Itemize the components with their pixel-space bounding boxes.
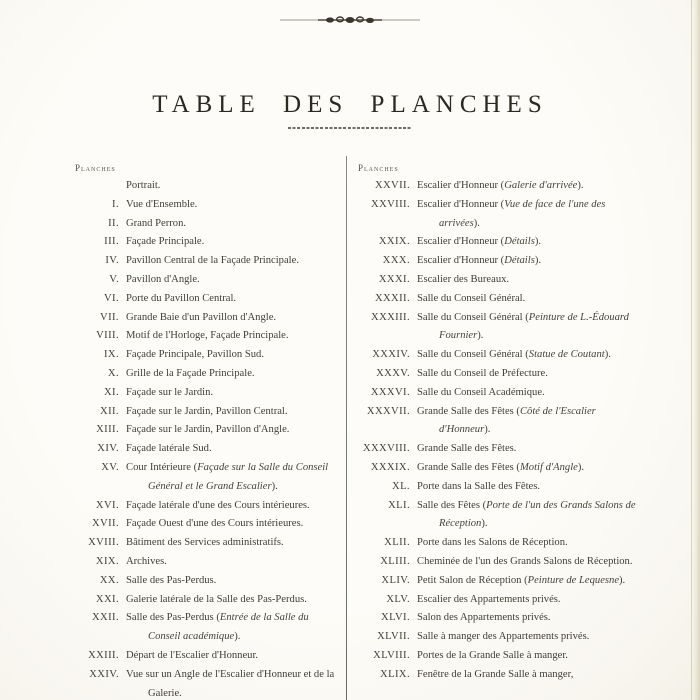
plate-title: Grande Salle des Fêtes (Motif d'Angle). (417, 461, 585, 473)
plate-number: XLIV. (381, 574, 410, 586)
plate-number: XXVIII. (371, 198, 410, 210)
plate-entry (75, 440, 341, 459)
plate-number: XXI. (95, 593, 119, 605)
plate-note-italic: Entrée de la Salle du Conseil académique (148, 612, 309, 643)
plate-title: Salle à manger des Appartements privés. (417, 631, 590, 643)
plate-entry (75, 572, 341, 591)
plate-entry (358, 252, 639, 271)
plate-entry (358, 459, 639, 478)
plate-entry (75, 666, 341, 700)
plate-note-italic: Peinture de L.-Édouard Fournier (439, 311, 629, 342)
plate-number: XXIII. (88, 649, 119, 661)
plate-title: Vue d'Ensemble. (126, 198, 198, 210)
plate-title: Grande Salle des Fêtes (Côté de l'Escalier d'Honneur). (417, 405, 596, 436)
plate-number: XII. (100, 405, 119, 417)
plate-number: V. (109, 273, 119, 285)
plate-entry (75, 215, 341, 234)
plate-entry (358, 346, 639, 365)
plate-entry (75, 290, 341, 309)
plate-title: Façade Principale, Pavillon Sud. (126, 349, 264, 361)
plate-entry (358, 290, 639, 309)
plate-title: Escalier des Bureaux. (417, 273, 510, 285)
plate-number: XXXIV. (372, 349, 410, 361)
plate-number: XVI. (95, 499, 119, 511)
plate-entry (358, 647, 639, 666)
plate-title: Façade latérale Sud. (126, 443, 212, 455)
plate-title: Archives. (126, 555, 167, 567)
plate-entry (358, 196, 639, 234)
plate-title: Escalier d'Honneur (Détails). (417, 236, 542, 248)
plate-title: Fenêtre de la Grande Salle à manger, (417, 668, 574, 680)
plate-title: Salle du Conseil Académique. (417, 386, 545, 398)
plate-title: Façade latérale d'une des Cours intérieures. (126, 499, 310, 511)
plate-title: Escalier d'Honneur (Galerie d'arrivée). (417, 180, 584, 191)
plate-note-italic: Statue de Coutant (528, 349, 605, 361)
plate-entry (75, 421, 341, 440)
plate-entry (75, 515, 341, 534)
plate-column-left (75, 163, 341, 700)
plate-number: XVII. (91, 518, 119, 530)
plate-title: Porte dans la Salle des Fêtes. (417, 480, 540, 492)
plate-title: Petit Salon de Réception (Peinture de Lequesne). (417, 574, 626, 586)
plate-number: XLIX. (380, 668, 410, 680)
plate-entry (358, 403, 639, 441)
plate-entry (358, 271, 639, 290)
plate-title: Vue sur un Angle de l'Escalier d'Honneur et de la Galerie. (126, 668, 335, 699)
plate-entry (75, 252, 341, 271)
plate-number: XXXV. (376, 367, 410, 379)
plate-entry (358, 534, 639, 553)
plate-note-italic: Peinture de Lequesne (527, 574, 620, 586)
plate-number: XV. (101, 461, 119, 473)
plate-number: XXII. (91, 612, 119, 624)
chain-rule-ornament-icon (280, 13, 420, 27)
plate-title: Salle des Fêtes (Porte de l'un des Grands Salons de Réception). (417, 499, 636, 530)
plate-entry (358, 628, 639, 647)
plate-entry (75, 196, 341, 215)
plate-number: XXX. (382, 255, 410, 267)
plate-entry (358, 497, 639, 535)
plate-entry (75, 365, 341, 384)
plate-number: XL. (392, 480, 410, 492)
column-header-right: Planches (358, 163, 399, 173)
plate-entry (75, 271, 341, 290)
plate-number: XVIII. (88, 537, 119, 549)
plate-note-italic: Galerie d'arrivée (504, 180, 578, 191)
plate-entry (358, 666, 639, 685)
plate-number: XXXIX. (370, 461, 410, 473)
plate-number: XXXIII. (371, 311, 410, 323)
column-header-left: Planches (75, 163, 116, 173)
plate-title: Salon des Appartements privés. (417, 612, 551, 624)
plate-title: Grand Perron. (126, 217, 187, 229)
plate-title: Pavillon Central de la Façade Principale. (126, 255, 299, 267)
plate-title: Escalier des Appartements privés. (417, 593, 561, 605)
plate-title: Portes de la Grande Salle à manger. (417, 649, 568, 661)
plate-title: Départ de l'Escalier d'Honneur. (126, 649, 259, 661)
plate-entry (75, 459, 341, 497)
plate-entry (75, 346, 341, 365)
plate-entry (75, 327, 341, 346)
plate-title: Façade Principale. (126, 236, 205, 248)
plate-title: Porte du Pavillon Central. (126, 292, 237, 304)
plate-title: Escalier d'Honneur (Vue de face de l'une des arrivées). (417, 198, 606, 229)
plate-note-italic: Motif d'Angle (519, 461, 578, 473)
plate-title: Salle du Conseil Général (Statue de Coutant). (417, 349, 611, 361)
column-divider (346, 156, 347, 700)
plate-number: III. (104, 236, 119, 248)
plate-entry (358, 384, 639, 403)
plate-entries-left (75, 177, 341, 700)
plate-entry (75, 609, 341, 647)
plate-note-italic: Détails (504, 255, 535, 267)
plate-entry (358, 365, 639, 384)
plate-number: X. (107, 367, 119, 379)
plate-title: Bâtiment des Services administratifs. (126, 537, 284, 549)
plate-number: XLV. (386, 593, 410, 605)
plate-note-italic: Façade sur la Salle du Conseil Général et le Grand Escalier (148, 461, 329, 492)
plate-entry (75, 591, 341, 610)
plate-entry (75, 309, 341, 328)
plate-number: IX. (103, 349, 119, 361)
plate-number: VIII. (96, 330, 119, 342)
plate-number (75, 177, 126, 196)
plate-number: XLVII. (377, 631, 410, 643)
plate-number: XXXI. (378, 273, 410, 285)
plate-title: Façade sur le Jardin, Pavillon Central. (126, 405, 288, 417)
plate-note-italic: Détails (504, 236, 535, 248)
plate-number: XIX. (95, 555, 119, 567)
plate-number: XI. (103, 386, 119, 398)
plate-entries-right (358, 177, 639, 685)
dotted-rule (288, 127, 412, 129)
plate-number: XXIV. (89, 668, 119, 680)
plate-entry (358, 553, 639, 572)
plate-entry (358, 233, 639, 252)
plate-note-italic: Vue de face de l'une des arrivées (439, 198, 606, 229)
plate-entry (75, 553, 341, 572)
plate-title: Pavillon d'Angle. (126, 273, 200, 285)
plate-title: Salle des Pas-Perdus. (126, 574, 217, 586)
plate-entry (75, 177, 341, 196)
plate-title: Salle des Pas-Perdus (Entrée de la Salle du Conseil académique). (126, 612, 309, 643)
plate-entry (75, 647, 341, 666)
plate-number: XXXVIII. (362, 443, 410, 455)
plate-number: XIII. (96, 424, 119, 436)
plate-entry (358, 572, 639, 591)
plate-number: XX. (99, 574, 119, 586)
plate-entry (358, 177, 639, 196)
plate-number: XIV. (97, 443, 119, 455)
plate-title: Façade Ouest d'une des Cours intérieures. (126, 518, 304, 530)
plate-title: Salle du Conseil Général. (417, 292, 526, 304)
plate-title: Porte dans les Salons de Réception. (417, 537, 568, 549)
plate-title: Salle du Conseil de Préfecture. (417, 367, 548, 379)
plate-number: XXXII. (374, 292, 410, 304)
plate-number: XLI. (388, 499, 410, 511)
plate-number: XXIX. (378, 236, 410, 248)
plate-title: Cheminée de l'un des Grands Salons de Réception. (417, 555, 633, 567)
plate-number: XXXVII. (366, 405, 410, 417)
plate-number: IV. (105, 255, 119, 267)
plate-entry (75, 534, 341, 553)
plate-number: XLII. (384, 537, 410, 549)
plate-title: Façade sur le Jardin, Pavillon d'Angle. (126, 424, 290, 436)
plate-number: XLIII. (380, 555, 410, 567)
plate-entry (358, 309, 639, 347)
plate-number: II. (108, 217, 119, 229)
plate-title: Galerie latérale de la Salle des Pas-Perdus. (126, 593, 307, 605)
plate-number: XLVIII. (373, 649, 410, 661)
plate-title: Façade sur le Jardin. (126, 386, 214, 398)
plate-column-right (358, 163, 639, 685)
plate-title: Grande Baie d'un Pavillon d'Angle. (126, 311, 277, 323)
plate-note-italic: Porte de l'un des Grands Salons de Réception (439, 499, 636, 530)
plate-entry (75, 497, 341, 516)
plate-entry (75, 403, 341, 422)
plate-entry (358, 609, 639, 628)
plate-title: Escalier d'Honneur (Détails). (417, 255, 542, 267)
plate-number: XLVI. (381, 612, 410, 624)
plate-entry (75, 384, 341, 403)
plate-note-italic: Côté de l'Escalier d'Honneur (439, 405, 596, 436)
plate-title: Portrait. (126, 180, 161, 191)
plate-number: VI. (103, 292, 119, 304)
plate-entry (358, 440, 639, 459)
plate-title: Grille de la Façade Principale. (126, 367, 255, 379)
plate-title: Salle du Conseil Général (Peinture de L.-Édouard Fournier). (417, 311, 629, 342)
plate-number: XXXVI. (370, 386, 410, 398)
plate-entry (358, 591, 639, 610)
plate-title: Cour Intérieure (Façade sur la Salle du Conseil Général et le Grand Escalier). (126, 461, 329, 492)
plate-title: Motif de l'Horloge, Façade Principale. (126, 330, 289, 342)
plate-entry (358, 478, 639, 497)
plate-number: I. (112, 198, 119, 210)
page-title: TABLE DES PLANCHES (152, 90, 548, 118)
plate-number: XXVII. (374, 180, 410, 191)
plate-number: VII. (100, 311, 119, 323)
page-edge-shadow (691, 0, 700, 700)
plate-entry (75, 233, 341, 252)
plate-title: Grande Salle des Fêtes. (417, 443, 517, 455)
